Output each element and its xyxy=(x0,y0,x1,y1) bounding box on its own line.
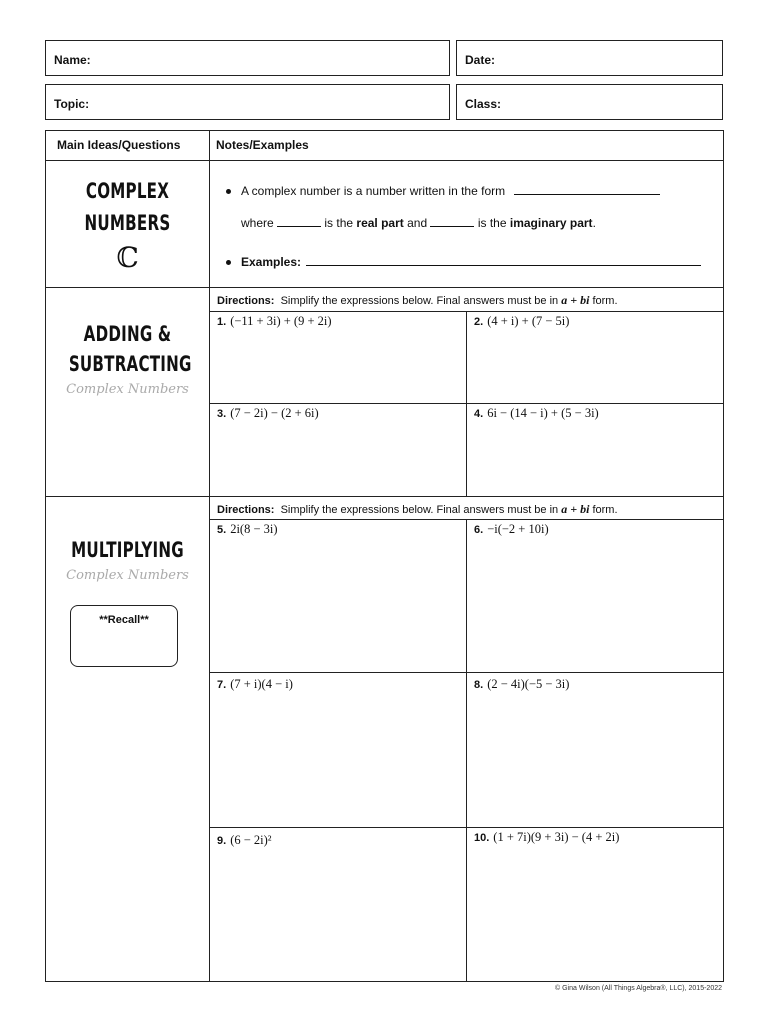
problem-number: 7. xyxy=(217,679,227,691)
adding-title-line2: SUBTRACTING xyxy=(68,352,192,376)
problem-number: 4. xyxy=(474,408,484,420)
definition-text: A complex number is a number written in the form xyxy=(241,184,506,198)
problem-6[interactable] xyxy=(474,522,549,537)
problem-8[interactable] xyxy=(474,677,569,692)
date-field[interactable] xyxy=(456,40,723,76)
problem-number: 8. xyxy=(474,679,484,691)
problem-expression: (1 + 7i)(9 + 3i) − (4 + 2i) xyxy=(493,830,620,844)
problem-expression: (2 − 4i)(−5 − 3i) xyxy=(487,677,570,691)
problem-9[interactable] xyxy=(217,833,272,848)
multiplying-subtitle: Complex Numbers xyxy=(66,568,189,583)
problem-row-divider xyxy=(210,827,723,828)
problem-column-divider xyxy=(466,519,467,981)
recall-box xyxy=(70,605,178,667)
problem-expression: (4 + i) + (7 − 5i) xyxy=(487,314,570,328)
adding-notes xyxy=(210,288,723,496)
multiplying-directions xyxy=(217,502,618,517)
copyright-footer: © Gina Wilson (All Things Algebra®, LLC), 2015-2022 xyxy=(555,985,722,992)
problem-7[interactable] xyxy=(217,677,293,692)
notes-grid xyxy=(45,130,724,982)
problem-number: 9. xyxy=(217,835,227,847)
complex-title-line1: COMPLEX xyxy=(85,179,170,203)
directions-text: Simplify the expressions below. Final answers must be in xyxy=(280,504,559,516)
problem-expression: 6i − (14 − i) + (5 − 3i) xyxy=(487,406,599,420)
problem-10[interactable] xyxy=(474,830,619,845)
real-blank[interactable] xyxy=(277,215,321,227)
multiplying-notes xyxy=(210,497,723,981)
bullet-dot xyxy=(226,189,231,194)
form-text: form. xyxy=(592,504,618,516)
period: . xyxy=(592,216,596,230)
problem-expression: (−11 + 3i) + (9 + 2i) xyxy=(230,314,332,328)
examples-label: Examples: xyxy=(241,255,302,269)
is-the-text-2: is the xyxy=(477,216,507,230)
problem-expression: (7 − 2i) − (2 + 6i) xyxy=(230,406,319,420)
name-field[interactable] xyxy=(45,40,450,76)
problem-number: 5. xyxy=(217,524,227,536)
recall-label: **Recall** xyxy=(99,614,149,626)
adding-subtitle: Complex Numbers xyxy=(66,382,189,397)
multiplying-title: MULTIPLYING xyxy=(71,538,184,562)
examples-blank[interactable] xyxy=(306,254,701,266)
problem-expression: (7 + i)(4 − i) xyxy=(230,677,293,691)
directions-text: Simplify the expressions below. Final answers must be in xyxy=(280,295,559,307)
name-label: Name: xyxy=(54,53,91,67)
bullet-dot xyxy=(226,260,231,265)
form-expression: a + bi xyxy=(561,293,590,307)
complex-title-line2: NUMBERS xyxy=(84,211,171,235)
where-line xyxy=(241,215,596,230)
and-text: and xyxy=(407,216,428,230)
where-text: where xyxy=(241,216,274,230)
definition-bullet xyxy=(226,183,660,198)
section-adding xyxy=(46,288,723,496)
class-field[interactable] xyxy=(456,84,723,120)
form-blank[interactable] xyxy=(514,183,660,195)
adding-title-line1: ADDING & xyxy=(83,322,172,346)
notes-header: Notes/Examples xyxy=(216,138,309,152)
topic-label: Topic: xyxy=(54,97,90,111)
form-text: form. xyxy=(592,295,618,307)
problem-3[interactable] xyxy=(217,406,319,421)
section-complex-numbers xyxy=(46,161,723,287)
adding-directions xyxy=(217,293,618,308)
directions-label: Directions: xyxy=(217,504,275,516)
section-multiplying xyxy=(46,497,723,981)
problem-number: 1. xyxy=(217,316,227,328)
date-label: Date: xyxy=(465,53,496,67)
class-label: Class: xyxy=(465,97,502,111)
problem-expression: (6 − 2i)² xyxy=(230,833,272,847)
problem-expression: 2i(8 − 3i) xyxy=(230,522,278,536)
problem-number: 3. xyxy=(217,408,227,420)
directions-label: Directions: xyxy=(217,295,275,307)
examples-bullet xyxy=(226,254,701,269)
topic-field[interactable] xyxy=(45,84,450,120)
is-the-text: is the xyxy=(324,216,354,230)
problem-expression: −i(−2 + 10i) xyxy=(487,522,549,536)
problem-number: 10. xyxy=(474,832,490,844)
complex-set-symbol: ℂ xyxy=(116,241,139,274)
imaginary-part-text: imaginary part xyxy=(509,216,593,230)
problem-number: 6. xyxy=(474,524,484,536)
problem-4[interactable] xyxy=(474,406,599,421)
problem-1[interactable] xyxy=(217,314,332,329)
imaginary-blank[interactable] xyxy=(430,215,474,227)
real-part-text: real part xyxy=(356,216,404,230)
main-ideas-header: Main Ideas/Questions xyxy=(57,138,181,152)
problem-2[interactable] xyxy=(474,314,569,329)
problem-number: 2. xyxy=(474,316,484,328)
problem-row-divider xyxy=(210,672,723,673)
form-expression: a + bi xyxy=(561,502,590,516)
problem-row-divider xyxy=(210,403,723,404)
problem-5[interactable] xyxy=(217,522,278,537)
